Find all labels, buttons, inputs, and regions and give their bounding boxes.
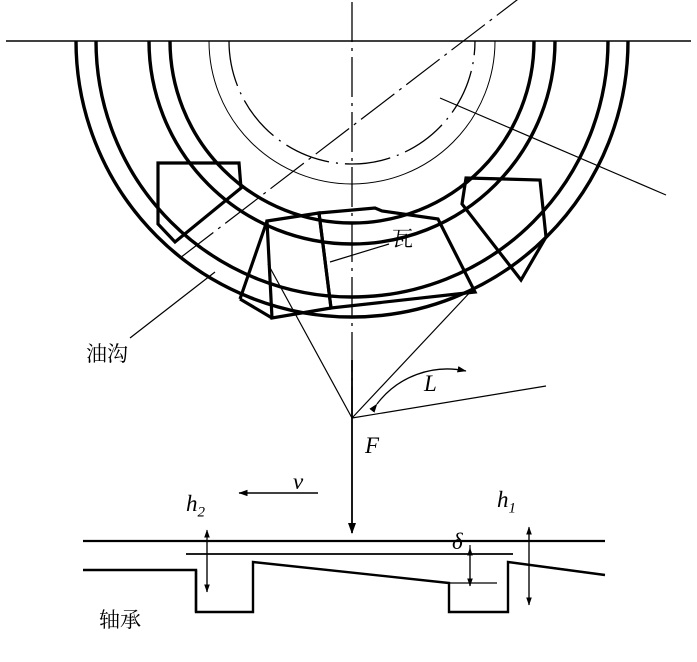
L-dimension-arc bbox=[377, 369, 466, 404]
bearing-rings bbox=[6, 41, 691, 317]
L-radial-left bbox=[268, 264, 352, 418]
label-velocity: v bbox=[293, 469, 304, 494]
pad-leader-line bbox=[330, 244, 389, 262]
label-h1-base: h bbox=[497, 487, 509, 512]
oil-groove-leader-line bbox=[130, 272, 215, 338]
label-pad: 瓦 bbox=[392, 227, 413, 251]
label-step-height: δ bbox=[452, 529, 463, 554]
pad-center-left-edge bbox=[240, 221, 267, 299]
right-taper-line bbox=[508, 562, 570, 570]
label-h2 bbox=[186, 492, 205, 521]
label-pad-length: L bbox=[424, 371, 437, 396]
pad-center-left-bottom bbox=[240, 299, 272, 318]
label-load-force: F bbox=[365, 433, 380, 458]
inclined-centerline-right bbox=[180, 0, 530, 258]
label-oil-groove: 油沟 bbox=[86, 342, 128, 366]
label-h1 bbox=[497, 488, 516, 517]
radial-line-right bbox=[440, 98, 666, 195]
L-radial-right bbox=[352, 288, 474, 418]
stepped-pad-profile bbox=[83, 562, 605, 612]
label-h2-base: h bbox=[186, 491, 198, 516]
label-h1-subscript: 1 bbox=[508, 500, 516, 517]
label-bearing: 轴承 bbox=[99, 608, 141, 632]
L-radial-right-ext bbox=[352, 386, 546, 418]
label-h2-subscript: 2 bbox=[197, 504, 205, 521]
section-view bbox=[83, 493, 605, 612]
